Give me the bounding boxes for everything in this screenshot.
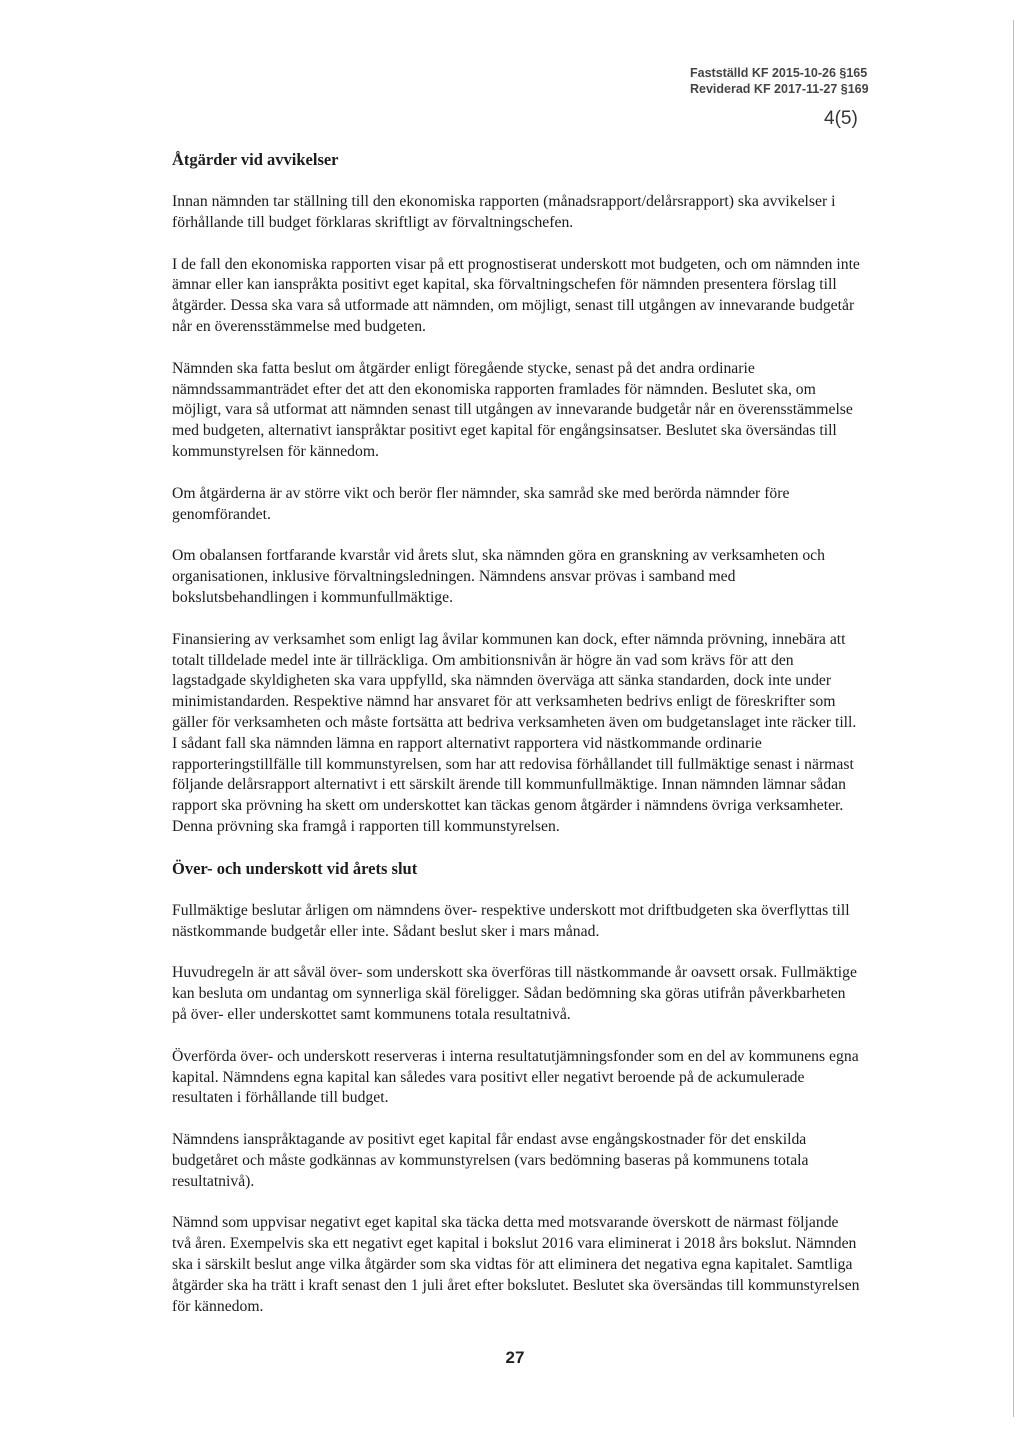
paragraph: Innan nämnden tar ställning till den ekonomiska rapporten (månadsrapport/delårsrapport) ska avvikelser i förhållande till budget förklaras skriftligt av förvaltningschefen.	[172, 193, 836, 231]
paragraph: Huvudregeln är att såväl över- som underskott ska överföras till nästkommande år oavsett orsak. Fullmäktige kan besluta om undantag om synnerliga skäl föreligger. Sådan bedömning ska göras utifrån påverkbarheten på över- eller underskottet samt kommunens totala resultatnivå.	[172, 964, 857, 1023]
paragraph: Nämndens ianspråktagande av positivt eget kapital får endast avse engångskostnader för det enskilda budgetåret och måste godkännas av kommunstyrelsen (vars bedömning baseras på kommunens totala resultatnivå).	[172, 1131, 809, 1190]
paragraph: I de fall den ekonomiska rapporten visar på ett prognostiserat underskott mot budgeten, och om nämnden inte ämnar eller kan ianspråkta positivt eget kapital, ska förvaltningschefen för nämnden presentera förslag till åtgärder. Dessa ska vara så utformade att nämnden, om möjligt, senast till utgången av innevarande budgetår når en överensstämmelse med budgeten.	[172, 255, 860, 335]
stamp-established: Fastställd KF 2015-10-26 §165	[690, 66, 868, 80]
section-heading-surplus-deficit: Över- och underskott vid årets slut	[172, 858, 418, 878]
paragraph: Om åtgärderna är av större vikt och berör fler nämnder, ska samråd ske med berörda nämnder före genomförandet.	[172, 484, 790, 523]
paragraph: Om obalansen fortfarande kvarstår vid årets slut, ska nämnden göra en granskning av verksamheten och organisationen, inklusive förvaltningsledningen. Nämndens ansvar prövas i samband med bokslutsbehandlingen i kommunfullmäktige.	[172, 547, 825, 606]
stamp-revised: Reviderad KF 2017-11-27 §169	[690, 81, 869, 96]
paragraph: Överförda över- och underskott reserveras i interna resultatutjämningsfonder som en del av kommunens egna kapital. Nämndens egna kapital kan således vara positivt eller negativt beroende på de ackumulerade resultaten i förhållande till budget.	[172, 1047, 859, 1107]
paragraph: Nämnd som uppvisar negativt eget kapital ska täcka detta med motsvarande överskott de närmast följande två åren. Exempelvis ska ett negativt eget kapital i bokslut 2016 vara eliminerat i 2018 års bokslut. Nämnden ska i särskilt beslut ange vilka åtgärder som ska vidtas för att eliminera det negativa egna kapitalet. Samtliga åtgärder ska ha trätt i kraft senast den 1 juli året efter bokslutet. Beslutet ska översändas till kommunstyrelsen för kännedom.	[172, 1214, 860, 1315]
document-body	[172, 150, 860, 1338]
paragraph: Finansiering av verksamhet som enligt lag åvilar kommunen kan dock, efter nämnda prövning, innebära att totalt tilldelade medel inte är tillräckliga. Om ambitionsnivån är högre än vad som krävs för att den lagstadgade skyldigheten ska vara uppfylld, ska nämnden överväga att sänka standarden, dock inte under minimistandarden. Respektive nämnd har ansvaret för att verksamheten bedrivs enligt de föreskrifter som gäller för verksamheten och måste fortsätta att bedriva verksamheten även om budgetanslaget inte räcker till. I sådant fall ska nämnden lämna en rapport alternativt rapportera vid nästkommande ordinarie rapporteringstillfälle till kommunstyrelsen, som har att redovisa förhållandet till fullmäktige senast i närmast följande delårsrapport alternativt i ett särskilt ärende till kommunfullmäktige. Innan nämnden lämnar sådan rapport ska prövning ha skett om underskottet kan täckas genom åtgärder i nämndens övriga verksamheter. Denna prövning ska framgå i rapporten till kommunstyrelsen.	[172, 630, 857, 835]
page-number: 27	[505, 1348, 525, 1367]
revision-stamp	[690, 66, 890, 97]
section-heading-deviations: Åtgärder vid avvikelser	[172, 150, 339, 169]
paragraph: Fullmäktige beslutar årligen om nämndens över- respektive underskott mot driftbudgeten ska överflyttas till nästkommande budgetår eller inte. Sådant beslut sker i mars månad.	[172, 901, 850, 940]
paragraph: Nämnden ska fatta beslut om åtgärder enligt föregående stycke, senast på det andra ordinarie nämndssammanträdet efter det att den ekonomiska rapporten framlades för nämnden. Beslutet ska, om möjligt, vara så utformat att nämnden senast till utgången av innevarande budgetår når en överensstämmelse med budgeten, alternativt ianspråktar positivt eget kapital för engångsinsatser. Beslutet ska översändas till kommunstyrelsen för kännedom.	[172, 359, 853, 460]
page-indicator: 4(5)	[824, 108, 858, 129]
scan-edge-line	[1013, 20, 1014, 1417]
